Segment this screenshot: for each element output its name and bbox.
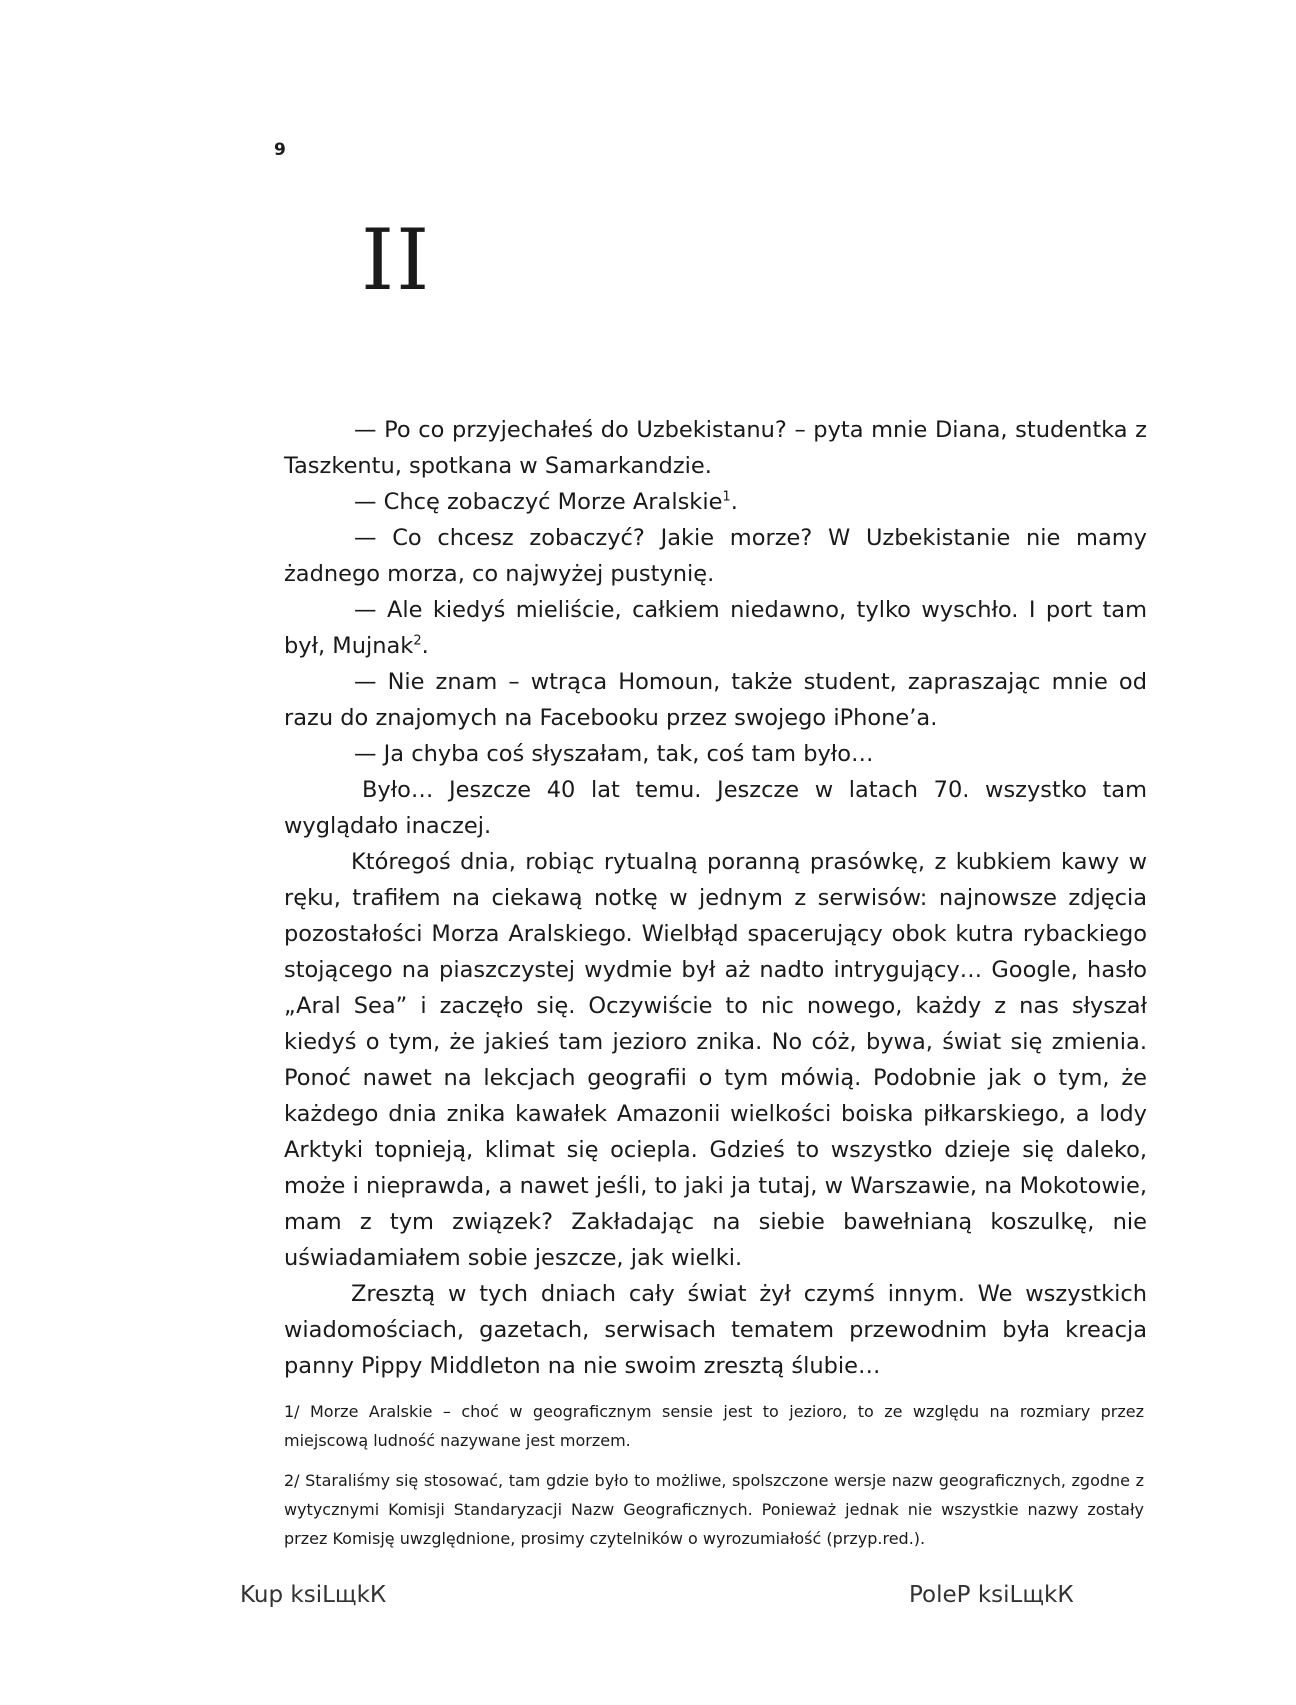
footnote: 1/ Morze Aralskie – choć w geograficznym sensie jest to jezioro, to ze względu na rozmiary przez miejscową ludność nazywane jest morzem. [284, 1402, 1144, 1450]
paragraph: Któregoś dnia, robiąc rytualną poranną prasówkę, z kubkiem kawy w ręku, trafiłem na ciekawą notkę w jednym z serwisów: najnowsze zdjęcia pozostałości Morza Aralskiego. Wielbłąd spacerujący obok kutra rybackiego stojącego na piaszczystej wydmie był aż nadto intrygujący… Google, hasło „Aral Sea” i zaczęło się. Oczywiście to nic nowego, każdy z nas słyszał kiedyś o tym, że jakieś tam jezioro znika. No cóż, bywa, świat się zmienia. Ponoć nawet na lekcjach geografii o tym mówią. Podobnie jak o tym, że każdego dnia znika kawałek Amazonii wielkości boiska piłkarskiego, a lody Arktyki topnieją, klimat się ociepla. Gdzieś to wszystko dzieje się daleko, może i nieprawda, a nawet jeśli, to jaki ja tutaj, w Warszawie, na Mokotowie, mam z tym związek? Zakładając na siebie bawełnianą koszulkę, nie uświadamiałem sobie jeszcze, jak wielki. [284, 849, 1147, 1271]
paragraph [284, 592, 1147, 664]
paragraph-tail: . [730, 489, 738, 515]
paragraph: — Po co przyjechałeś do Uzbekistanu? – pyta mnie Diana, studentka z Taszkentu, spotkana w Samarkandzie. [284, 417, 1147, 479]
paragraph [284, 484, 1147, 520]
footnote-ref[interactable]: 1 [722, 489, 731, 505]
recommend-book-link[interactable]: PoleР ksiLщkК [909, 1582, 1074, 1608]
footnote-ref[interactable]: 2 [413, 633, 422, 649]
paragraph: — Ja chyba coś słyszałam, tak, coś tam było… [354, 741, 874, 767]
paragraph-text: — Ale kiedyś mieliście, całkiem niedawno, tylko wyschło. I port tam był, Mujnak [284, 597, 1147, 659]
paragraph-text: — Chcę zobaczyć Morze Aralskie [354, 489, 723, 515]
paragraph: Zresztą w tych dniach cały świat żył czymś innym. We wszystkich wiadomościach, gazetach, serwisach tematem przewodnim była kreacja panny Pippy Middleton na nie swoim zresztą ślubie… [284, 1281, 1147, 1379]
buy-book-link[interactable]: Kup ksiLщkК [240, 1582, 387, 1608]
paragraph: — Co chcesz zobaczyć? Jakie morze? W Uzbekistanie nie mamy żadnego morza, co najwyżej pustynię. [284, 525, 1147, 587]
chapter-heading: II [361, 211, 432, 309]
paragraph: — Nie znam – wtrąca Homoun, także student, zapraszając mnie od razu do znajomych na Facebooku przez swojego iPhone’a. [284, 669, 1147, 731]
paragraph-tail: . [421, 633, 429, 659]
footnote: 2/ Staraliśmy się stosować, tam gdzie było to możliwe, spolszczone wersje nazw geograficznych, zgodne z wytycznymi Komisji Standaryzacji Nazw Geograficznych. Ponieważ jednak nie wszystkie nazwy zostały przez Komisję uwzględnione, prosimy czytelników o wyrozumiałość (przyp.red.). [284, 1471, 1144, 1548]
paragraph: Było… Jeszcze 40 lat temu. Jeszcze w latach 70. wszystko tam wyglądało inaczej. [284, 777, 1147, 839]
footnotes [284, 1397, 1144, 1564]
page-number: 9 [274, 140, 286, 160]
chapter-body [284, 412, 1147, 1384]
